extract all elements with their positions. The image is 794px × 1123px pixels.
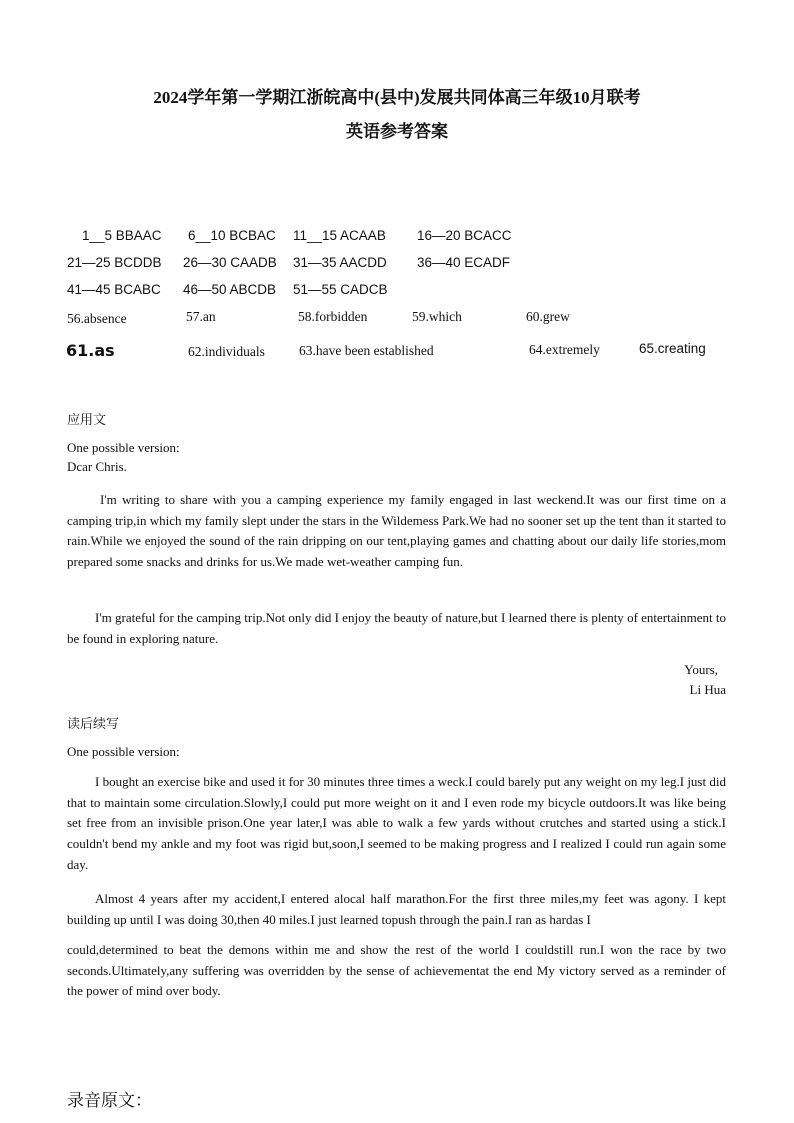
answer-group: 36—40 ECADF bbox=[417, 255, 511, 270]
letter-closing: Yours, bbox=[684, 662, 718, 677]
answer-group: 16—20 BCACC bbox=[417, 228, 512, 243]
story-paragraph: I bought an exercise bike and used it for 30 minutes three times a weck.I could barely put any weight on my leg.I just did that to maintain some circulation.Slowly,I could put more weight on it and I even rode my bicycle outdoors.It was like being set free from an invisible prison.One year later,I was able to walk a few yards without crutches and started using a stick.I couldn't bend my ankle and my foot was rigid but,soon,I seemed to be making progress and I realized I could run again some day. bbox=[67, 774, 726, 872]
answer-item: 60.grew bbox=[526, 309, 570, 324]
answer-item: 57.an bbox=[186, 309, 216, 324]
section-heading: 录音原文： bbox=[67, 1091, 152, 1111]
letter-paragraph: I'm writing to share with you a camping experience my family engaged in last weckend.It was our first time on a camping trip,in which my family slept under the stars in the Wildemess Park.We had no sooner set up the tent than it started to rain.While we enjoyed the sound of the rain dripping on our tent,playing games and chatting about our daily life stories,mom prepared some snacks and drinks for us.We made wet-weather camping fun. bbox=[67, 492, 726, 570]
answer-group: 1__5 BBAAC bbox=[82, 228, 162, 243]
answer-item: 59.which bbox=[412, 309, 462, 324]
answer-item: 58.forbidden bbox=[298, 309, 368, 324]
answer-group: 21—25 BCDDB bbox=[67, 255, 162, 270]
version-intro: One possible version: bbox=[67, 744, 180, 759]
answer-item: 56.absence bbox=[67, 311, 127, 326]
answer-group: 41—45 BCABC bbox=[67, 282, 161, 297]
section-heading: 应用文 bbox=[67, 413, 107, 428]
page-subtitle: 英语参考答案 bbox=[346, 122, 448, 141]
answer-group: 51—55 CADCB bbox=[293, 282, 388, 297]
answer-item: 65.creating bbox=[639, 341, 706, 356]
answer-group: 26—30 CAADB bbox=[183, 255, 277, 270]
letter-salutation: Dcar Chris. bbox=[67, 459, 127, 474]
page-title: 2024学年第一学期江浙皖高中(县中)发展共同体高三年级10月联考 bbox=[153, 88, 641, 107]
story-paragraph: could,determined to beat the demons within me and show the rest of the world I couldstill run.I won the race by two seconds.Ultimately,any suffering was overridden by the sense of achievementat the end My victory served as a reminder of the power of mind over body. bbox=[67, 942, 726, 999]
answer-item: 63.have been established bbox=[299, 343, 434, 358]
answer-item: 62.individuals bbox=[188, 344, 265, 359]
section-heading: 读后续写 bbox=[67, 717, 120, 732]
answer-group: 31—35 AACDD bbox=[293, 255, 387, 270]
letter-signature: Li Hua bbox=[689, 682, 726, 697]
answer-group: 11__15 ACAAB bbox=[293, 228, 386, 243]
answer-item: 61.as bbox=[66, 341, 115, 360]
version-intro: One possible version: bbox=[67, 440, 180, 455]
answer-item: 64.extremely bbox=[529, 342, 600, 357]
answer-group: 6__10 BCBAC bbox=[188, 228, 276, 243]
letter-paragraph: I'm grateful for the camping trip.Not only did I enjoy the beauty of nature,but I learned there is plenty of entertainment to be found in exploring nature. bbox=[67, 610, 726, 646]
answer-group: 46—50 ABCDB bbox=[183, 282, 277, 297]
story-paragraph: Almost 4 years after my accident,I entered alocal half marathon.For the first three miles,my feet was agony. I kept building up until I was doing 30,then 40 miles.I just learned topush through the pain.I ran as hardas I bbox=[67, 891, 726, 927]
